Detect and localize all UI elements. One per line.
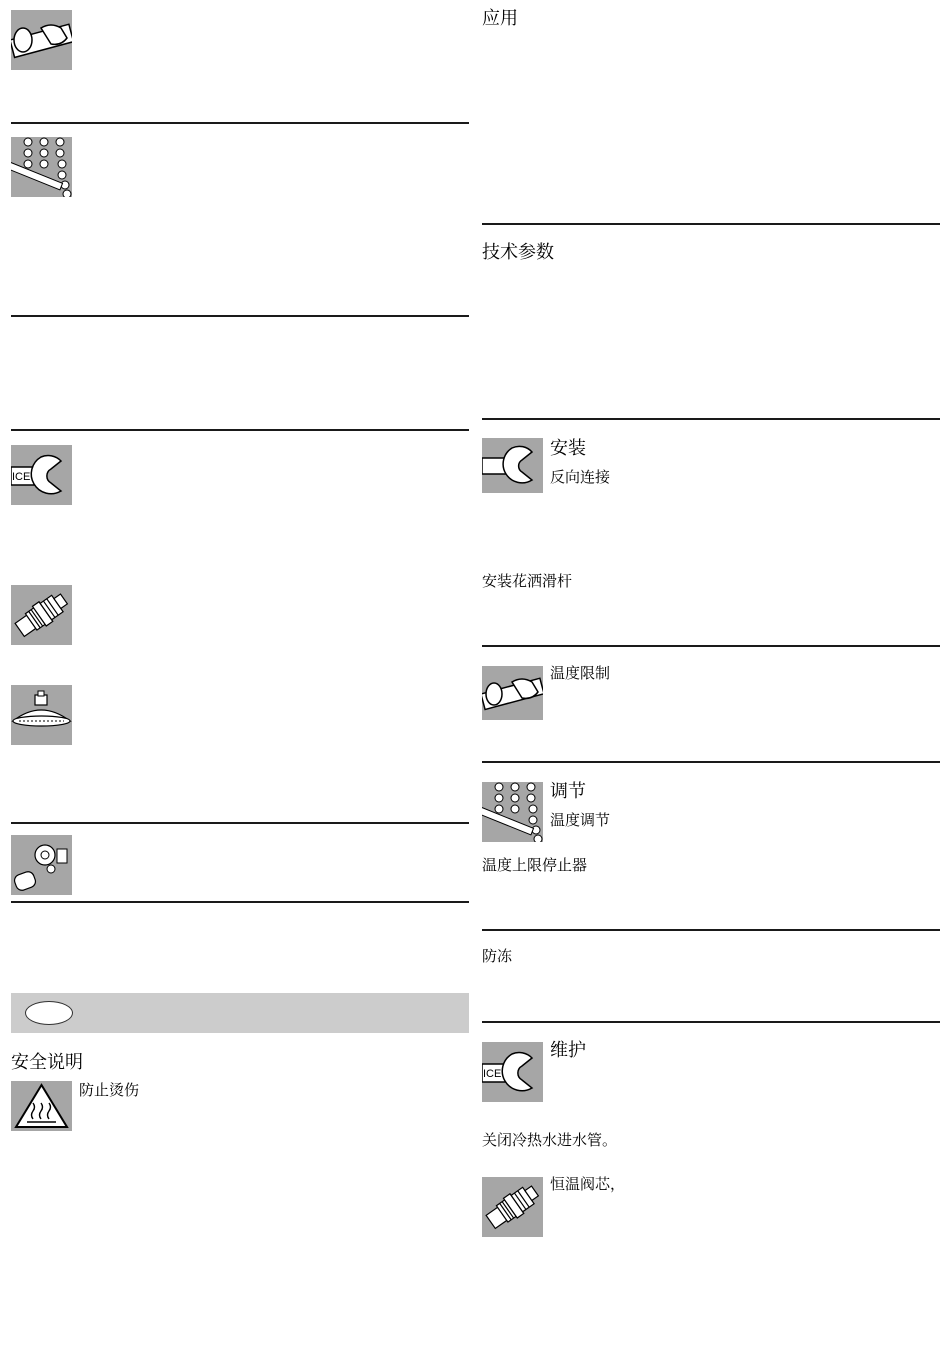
upper-stop-label: 温度上限停止器 xyxy=(482,856,588,874)
hot-surface-warning-icon xyxy=(11,1081,72,1131)
install-subheading: 反向连接 xyxy=(550,468,611,486)
cap-nut-icon xyxy=(11,835,72,895)
section-divider xyxy=(11,822,469,824)
pipe-hand-icon xyxy=(482,666,543,720)
install-heading: 安装 xyxy=(550,438,586,459)
dot-grid-pen-icon xyxy=(11,137,72,197)
cartridge-text: 恒温阀芯， xyxy=(550,1175,626,1193)
section-divider xyxy=(11,315,469,317)
cartridge-icon xyxy=(11,585,72,645)
maintenance-heading: 维护 xyxy=(550,1040,586,1061)
temp-limit-label: 温度限制 xyxy=(550,664,611,682)
section-divider xyxy=(11,429,469,431)
cartridge-icon xyxy=(482,1177,543,1237)
section-divider xyxy=(11,122,469,124)
safety-heading: 安全说明 xyxy=(11,1052,83,1073)
adjust-subheading: 温度调节 xyxy=(550,811,611,829)
ice-label: ICE xyxy=(12,471,31,483)
dot-grid-pen-icon xyxy=(482,782,543,842)
wrench-icon xyxy=(482,438,543,493)
application-heading: 应用 xyxy=(482,8,518,29)
close-pipes-text: 关闭冷热水进水管。 xyxy=(482,1131,618,1149)
pipe-hand-icon xyxy=(11,10,72,70)
wrench-ice-icon xyxy=(482,1042,543,1102)
section-divider xyxy=(11,901,469,903)
section-divider xyxy=(482,418,940,420)
shower-head-icon xyxy=(11,685,72,745)
language-badge xyxy=(25,1001,73,1025)
adjust-heading: 调节 xyxy=(550,781,586,802)
section-divider xyxy=(482,645,940,647)
section-divider xyxy=(482,223,940,225)
safety-subheading: 防止烫伤 xyxy=(79,1081,140,1099)
section-divider xyxy=(482,1021,940,1023)
language-bar xyxy=(11,993,469,1033)
section-divider xyxy=(482,761,940,763)
tech-heading: 技术参数 xyxy=(482,242,554,263)
wrench-ice-icon xyxy=(11,445,72,505)
frost-heading: 防冻 xyxy=(482,947,513,965)
install-slide-bar: 安装花洒滑杆 xyxy=(482,572,573,590)
section-divider xyxy=(482,929,940,931)
ice-label: ICE xyxy=(483,1068,502,1080)
